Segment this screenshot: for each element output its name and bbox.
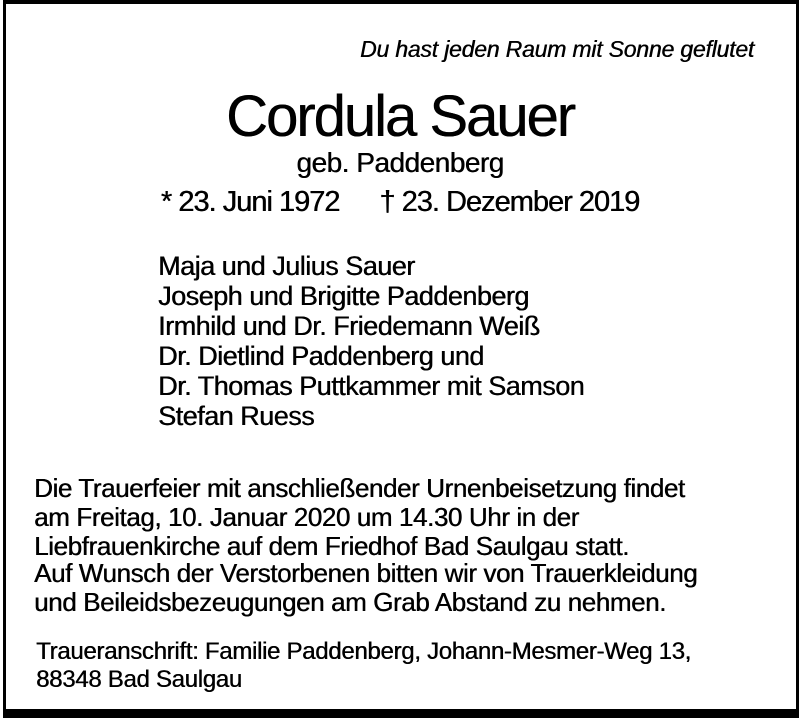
condolence-address [36,638,691,694]
mourning-request-line: und Beileidsbezeugungen am Grab Abstand zu nehmen. [34,587,666,617]
funeral-details-line: Die Trauerfeier mit anschließender Urnenbeisetzung findet [34,473,685,503]
maiden-name: geb. Paddenberg [296,147,504,178]
mourning-request-paragraph [34,559,697,617]
mourner-line: Dr. Dietlind Paddenberg und [158,341,484,371]
condolence-address-line: 88348 Bad Saulgau [36,666,242,693]
mourner-line: Irmhild und Dr. Friedemann Weiß [158,311,540,341]
funeral-details-line: am Freitag, 10. Januar 2020 um 14.30 Uhr in der [34,502,579,532]
epigraph-text: Du hast jeden Raum mit Sonne geflutet [359,36,754,62]
deceased-name: Cordula Sauer [226,84,574,149]
birth-date: * 23. Juni 1972 [160,186,340,218]
condolence-address-line: Traueranschrift: Familie Paddenberg, Johann-Mesmer-Weg 13, [36,638,691,665]
funeral-details-line: Liebfrauenkirche auf dem Friedhof Bad Saulgau statt. [34,531,629,561]
mourner-line: Dr. Thomas Puttkammer mit Samson [158,371,585,401]
funeral-details-paragraph [34,474,685,561]
death-date: † 23. Dezember 2019 [379,186,640,218]
mourner-line: Stefan Ruess [158,401,315,431]
life-dates [0,186,800,219]
mourning-request-line: Auf Wunsch der Verstorbenen bitten wir von Trauerkleidung [34,558,698,588]
mourners-list [158,251,584,431]
mourner-line: Maja und Julius Sauer [158,251,415,281]
mourner-line: Joseph und Brigitte Paddenberg [158,281,529,311]
